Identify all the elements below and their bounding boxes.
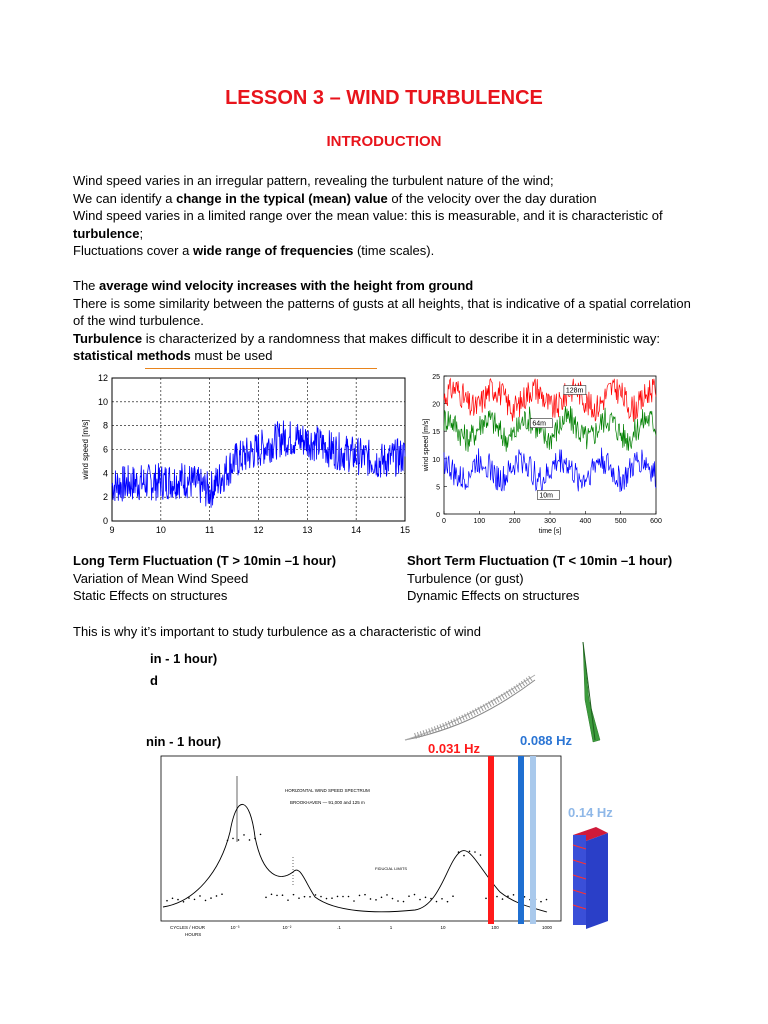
x-tick-label: 15	[399, 525, 411, 535]
data-point	[271, 893, 273, 895]
y-tick-label: 10	[97, 396, 108, 407]
data-point	[304, 896, 306, 898]
data-point	[293, 894, 295, 896]
data-point	[337, 896, 339, 898]
long-term-block	[73, 552, 336, 605]
series-label-64m: 64m	[532, 420, 546, 428]
data-point	[403, 901, 405, 903]
y-tick-label: 0	[436, 512, 440, 519]
data-point	[227, 840, 229, 842]
x-tick-label: 400	[579, 518, 592, 525]
data-point	[287, 899, 289, 901]
data-point	[260, 834, 262, 836]
data-point	[177, 899, 179, 901]
data-point	[298, 897, 300, 899]
data-point	[397, 900, 399, 902]
orange-rule	[145, 368, 377, 369]
wind-speed-hours-chart	[76, 370, 416, 535]
freq-label-0031: 0.031 Hz	[428, 741, 481, 756]
y-tick-label: 20	[432, 401, 440, 409]
x-tick-label: 14	[351, 525, 362, 535]
data-point	[370, 898, 372, 900]
cropped-label-1: in - 1 hour)	[150, 651, 218, 666]
data-point	[507, 895, 509, 897]
intro-paragraph	[73, 172, 703, 260]
data-point	[221, 893, 223, 895]
y-axis-label: wind speed [m/s]	[81, 419, 90, 480]
data-point	[540, 901, 542, 903]
x-tick-label: 600	[650, 518, 662, 525]
freq-label-0088: 0.088 Hz	[520, 733, 573, 748]
data-point	[375, 899, 377, 901]
second-line-3: Turbulence is characterized by a randomness that makes difficult to describe it in a deterministic way: statistical methods must be used	[73, 330, 660, 363]
wind-speed-heights-chart	[418, 370, 668, 542]
x-tick-label: 100	[491, 925, 499, 930]
y-tick-label: 6	[102, 444, 108, 455]
data-point	[425, 897, 427, 899]
long-term-heading: Long Term Fluctuation (T > 10min –1 hour)	[73, 553, 337, 568]
data-point	[309, 896, 311, 898]
y-tick-label: 2	[102, 492, 108, 503]
frequency-band-0031	[488, 756, 494, 924]
intro-line-4: Fluctuations cover a wide range of frequencies (time scales).	[73, 243, 435, 258]
short-term-block	[407, 552, 672, 605]
y-tick-label: 0	[102, 516, 108, 526]
x-tick-label: 13	[302, 525, 313, 535]
frequency-band-014	[530, 756, 536, 924]
spectrum-subtitle: BROOKHAVEN — 91,000 and 125 m	[290, 800, 365, 805]
fiducial-limits-label: FIDUCIAL LIMITS	[375, 866, 408, 871]
wind-speed-spectrum-chart	[155, 752, 567, 942]
tower-icon	[583, 642, 600, 742]
data-point	[381, 896, 383, 898]
data-point	[232, 838, 234, 840]
cropped-label-2: d	[150, 673, 158, 688]
data-point	[441, 898, 443, 900]
y-tick-label: 10	[432, 456, 440, 464]
intro-line-1: Wind speed varies in an irregular pattern, revealing the turbulent nature of the wind;	[73, 173, 554, 188]
data-point	[210, 897, 212, 899]
x-tick-label: 100	[473, 518, 486, 525]
data-point	[348, 896, 350, 898]
spectrum-title: HORIZONTAL WIND SPEED SPECTRUM	[285, 788, 370, 793]
data-point	[243, 834, 245, 836]
y-tick-label: 25	[432, 374, 440, 381]
x-tick-label: 1000	[541, 925, 553, 930]
cropped-label-3: nin - 1 hour)	[146, 734, 222, 749]
page-title: LESSON 3 – WIND TURBULENCE	[225, 87, 543, 109]
x-tick-label: 10⁻³	[230, 925, 240, 930]
section-heading: INTRODUCTION	[326, 133, 442, 150]
data-point	[436, 901, 438, 903]
x-tick-label: 9	[109, 525, 115, 535]
x-tick-label: 500	[614, 518, 627, 525]
y-tick-label: 4	[102, 468, 108, 479]
second-paragraph	[73, 277, 703, 365]
data-point	[546, 899, 548, 901]
data-point	[474, 851, 476, 853]
x-tick-label: 1	[389, 925, 393, 930]
data-point	[469, 850, 471, 852]
frequency-band-0088	[518, 756, 524, 924]
data-point	[205, 900, 207, 902]
data-point	[502, 898, 504, 900]
spectrum-frame	[161, 756, 561, 921]
data-point	[199, 895, 201, 897]
data-point	[216, 895, 218, 897]
data-point	[172, 897, 174, 899]
x-tick-label: 10	[155, 525, 166, 535]
y-tick-label: 12	[97, 373, 108, 383]
data-point	[414, 894, 416, 896]
data-point	[463, 855, 465, 857]
data-point	[408, 895, 410, 897]
data-point	[238, 839, 240, 841]
series-label-10m: 10m	[539, 492, 554, 500]
data-point	[282, 894, 284, 896]
x-tick-label: 10⁻²	[282, 925, 292, 930]
data-point	[359, 895, 361, 897]
long-term-line-1: Variation of Mean Wind Speed	[73, 570, 249, 586]
data-point	[430, 898, 432, 900]
series-label-128m: 128m	[565, 387, 584, 395]
y-tick-label: 15	[432, 429, 440, 437]
intro-line-3: Wind speed varies in a limited range over the mean value: this is measurable, and it is characteristic of turbulence;	[73, 208, 663, 241]
data-point	[452, 895, 454, 897]
data-point	[458, 851, 460, 853]
data-point	[392, 898, 394, 900]
data-point	[265, 897, 267, 899]
y-tick-label: 8	[102, 420, 108, 431]
data-point	[183, 901, 185, 903]
short-term-line-1: Turbulence (or gust)	[407, 570, 524, 586]
data-point	[188, 897, 190, 899]
x-tick-label: 10	[440, 925, 446, 930]
data-point	[166, 900, 168, 902]
data-point	[249, 839, 251, 841]
structure-illustrations	[395, 640, 635, 750]
data-point	[254, 838, 256, 840]
x-tick-label: 200	[508, 518, 521, 525]
second-line-2: There is some similarity between the patterns of gusts at all heights, that is indicative of a spatial correlation of the wind turbulence.	[73, 295, 691, 328]
x-tick-label: 11	[204, 525, 215, 535]
x-unit-label: CYCLES / HOUR	[170, 925, 206, 930]
data-point	[315, 894, 317, 896]
x-tick-label: .1	[337, 925, 341, 930]
closing-line: This is why it’s important to study turbulence as a characteristic of wind	[73, 624, 481, 639]
y-tick-label: 5	[436, 484, 440, 492]
data-point	[276, 895, 278, 897]
bridge-deck-icon	[405, 675, 535, 740]
data-point	[320, 896, 322, 898]
data-point	[419, 899, 421, 901]
x-tick-label: 0	[442, 518, 446, 525]
intro-line-2: We can identify a change in the typical (mean) value of the velocity over the day duration	[73, 190, 597, 206]
data-point	[326, 898, 328, 900]
freq-label-014: 0.14 Hz	[568, 805, 613, 820]
data-point	[496, 896, 498, 898]
y-axis-label: wind speed [m/s]	[423, 418, 430, 472]
x-tick-label: 12	[253, 525, 264, 535]
data-point	[386, 894, 388, 896]
x-unit-label-2: HOURS	[185, 932, 202, 937]
building-icon	[568, 825, 613, 935]
data-point	[353, 900, 355, 902]
data-point	[513, 894, 515, 896]
data-point	[447, 901, 449, 903]
data-point	[331, 897, 333, 899]
short-term-line-2: Dynamic Effects on structures	[407, 588, 580, 603]
second-line-1: The average wind velocity increases with the height from ground	[73, 278, 474, 293]
data-point	[485, 898, 487, 900]
data-point	[364, 894, 366, 896]
data-point	[480, 854, 482, 856]
short-term-heading: Short Term Fluctuation (T < 10min –1 hour)	[407, 553, 673, 568]
data-point	[342, 896, 344, 898]
data-point	[194, 899, 196, 901]
x-axis-label: time [s]	[538, 528, 562, 535]
x-tick-label: 300	[544, 518, 556, 525]
long-term-line-2: Static Effects on structures	[73, 588, 228, 603]
